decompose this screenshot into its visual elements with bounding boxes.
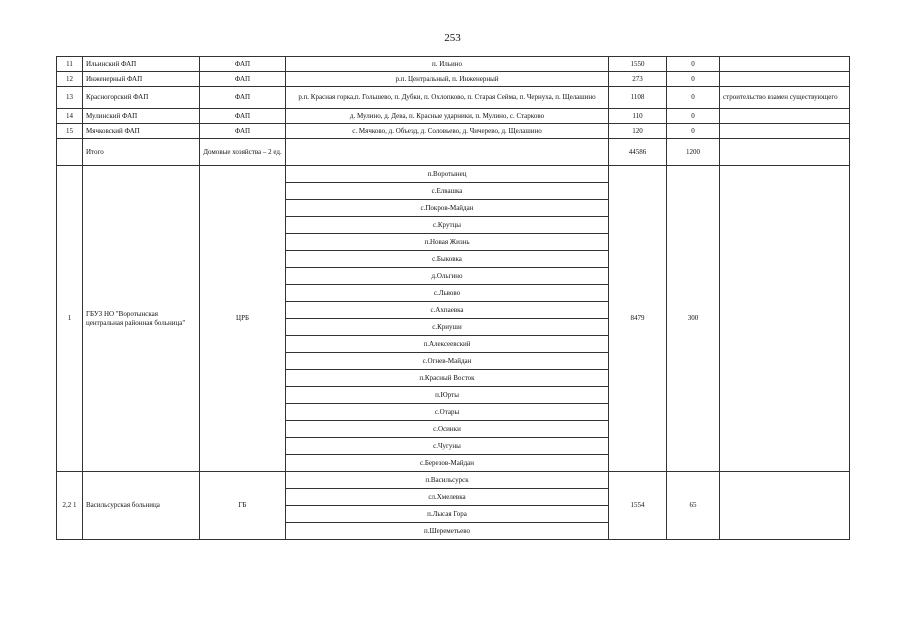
value: 0 <box>667 87 720 109</box>
settlement-item: с.Чугуны <box>286 438 608 455</box>
settlement-item: с.Крутцы <box>286 217 608 234</box>
facility-type: ФАП <box>200 72 286 87</box>
row-number: 2,2 1 <box>57 472 83 540</box>
facility-name: ГБУЗ НО "Воротынская центральная районная больница" <box>83 166 200 472</box>
note <box>720 72 850 87</box>
settlement-item: п.Лысая Гора <box>286 506 608 523</box>
row-number: 12 <box>57 72 83 87</box>
value: 0 <box>667 57 720 72</box>
row-number: 1 <box>57 166 83 472</box>
population: 110 <box>609 109 667 124</box>
total-note-cell <box>720 139 850 166</box>
total-value: 1200 <box>667 139 720 166</box>
settlement-item: с.Огнев-Майдан <box>286 353 608 370</box>
settlement-item: сл.Хмелевка <box>286 489 608 506</box>
note <box>720 109 850 124</box>
note <box>720 124 850 139</box>
row-number: 15 <box>57 124 83 139</box>
settlement-item: с.Львово <box>286 285 608 302</box>
settlement-item: с.Ахпаевка <box>286 302 608 319</box>
table-row <box>57 57 850 72</box>
value: 300 <box>667 166 720 472</box>
population: 273 <box>609 72 667 87</box>
row-number: 13 <box>57 87 83 109</box>
settlement-item: с.Покров-Майдан <box>286 200 608 217</box>
settlement-item: п.Алексеевский <box>286 336 608 353</box>
settlement-item: с.Елвашка <box>286 183 608 200</box>
table-row <box>57 87 850 109</box>
facility-name: Инженерный ФАП <box>83 72 200 87</box>
hospital-block-row <box>57 472 850 540</box>
facility-type: ФАП <box>200 124 286 139</box>
population: 1554 <box>609 472 667 540</box>
settlement-item: с.Березов-Майдан <box>419 459 475 467</box>
settlements: с. Мячково, д. Объезд, д. Соловьево, д. Чичерево, д. Щелашино <box>286 124 609 139</box>
total-row <box>57 139 850 166</box>
settlement-list <box>286 166 609 472</box>
facility-name: Ильинский ФАП <box>83 57 200 72</box>
settlement-item: п.Красный Восток <box>286 370 608 387</box>
note <box>720 166 850 472</box>
total-label: Итого <box>83 139 200 166</box>
settlements: п. Ильино <box>286 57 609 72</box>
total-empty-cell <box>57 139 83 166</box>
facility-name: Красногорский ФАП <box>83 87 200 109</box>
population: 120 <box>609 124 667 139</box>
value: 65 <box>667 472 720 540</box>
table-row <box>57 109 850 124</box>
population: 1108 <box>609 87 667 109</box>
population: 8479 <box>609 166 667 472</box>
settlement-item: с.Криуши <box>286 319 608 336</box>
settlement-item: с.Осинки <box>286 421 608 438</box>
facility-name: Мячковский ФАП <box>83 124 200 139</box>
hospital-block-row <box>57 166 850 472</box>
value: 0 <box>667 109 720 124</box>
row-number: 11 <box>57 57 83 72</box>
population: 1550 <box>609 57 667 72</box>
total-type: Домовые хозяйства – 2 ед. <box>200 139 286 166</box>
facility-type: ФАП <box>200 57 286 72</box>
page-number: 253 <box>444 32 461 44</box>
settlements: д. Мулино, д. Дева, п. Красные ударники, п. Мулино, с. Старково <box>286 109 609 124</box>
settlement-list <box>286 472 609 540</box>
facility-type: ФАП <box>200 109 286 124</box>
facilities-table <box>56 56 850 540</box>
row-number: 14 <box>57 109 83 124</box>
facility-name: Мулинский ФАП <box>83 109 200 124</box>
note <box>720 57 850 72</box>
settlements: р.п. Центральный, п. Инженерный <box>286 72 609 87</box>
table-row <box>57 124 850 139</box>
facility-type: ЦРБ <box>200 166 286 472</box>
settlement-item: п.Юрты <box>286 387 608 404</box>
settlement-item: п.Воротынец <box>286 166 608 183</box>
settlement-item: п.Новая Жизнь <box>286 234 608 251</box>
settlements: р.п. Красная горка,п. Гольшево, п. Дубки, п. Охлопково, п. Старая Сейма, п. Чернуха, п. Щелашино <box>286 87 609 109</box>
total-settlements-cell <box>286 139 609 166</box>
settlement-item: с.Отары <box>286 404 608 421</box>
settlement-item: д.Ольгино <box>286 268 608 285</box>
settlement-item: с.Быковка <box>286 251 608 268</box>
settlement-item: п.Шереметьево <box>424 527 470 535</box>
value: 0 <box>667 124 720 139</box>
settlement-item: п.Васильсурск <box>286 472 608 489</box>
note <box>720 472 850 540</box>
total-population: 44586 <box>609 139 667 166</box>
facility-type: ФАП <box>200 87 286 109</box>
facility-type: ГБ <box>200 472 286 540</box>
table-row <box>57 72 850 87</box>
value: 0 <box>667 72 720 87</box>
facility-name: Васильсурская больница <box>83 472 200 540</box>
note: строительство взамен существующего <box>720 87 850 109</box>
